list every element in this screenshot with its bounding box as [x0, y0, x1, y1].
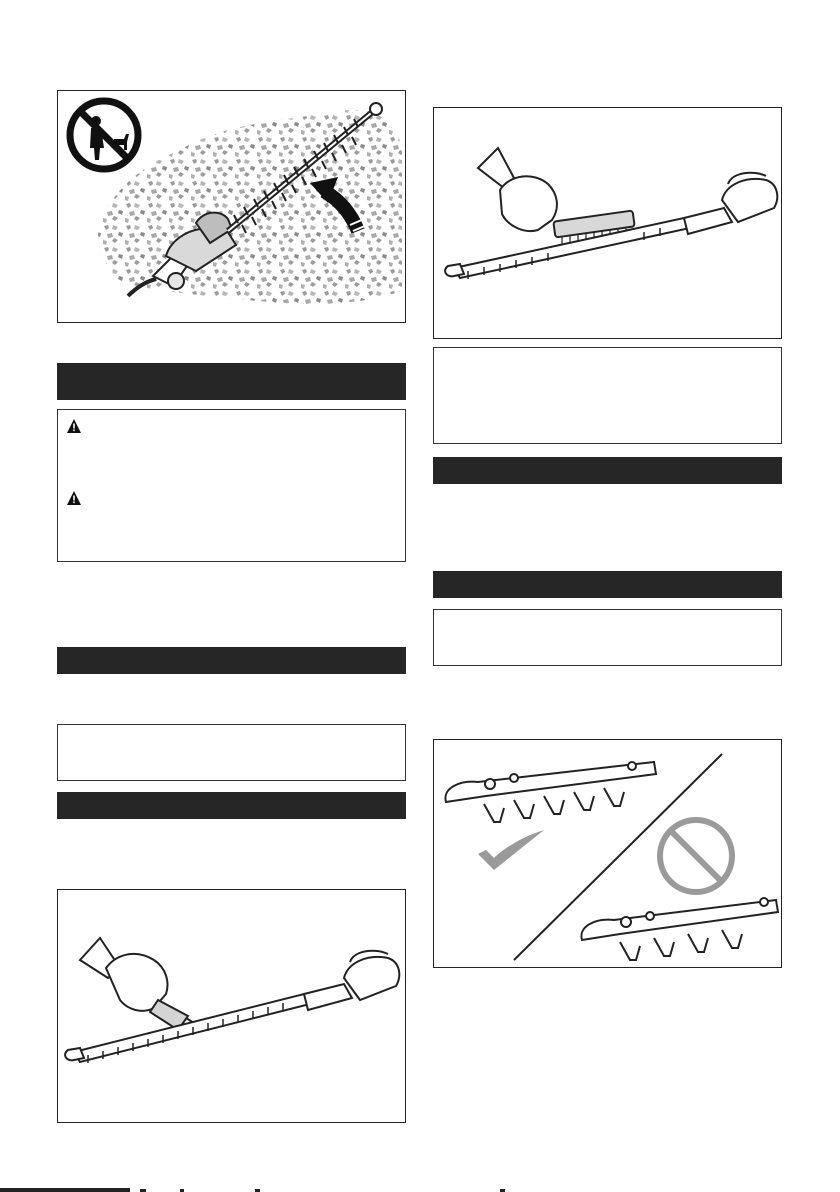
- brush-cleaning-blade-icon: [478, 148, 635, 244]
- page-bottom-edge: [0, 1188, 840, 1192]
- warning-triangle-icon: [66, 418, 82, 434]
- prohibition-icon: [660, 820, 732, 892]
- section-heading-bar-5: [433, 571, 782, 598]
- section-heading-bar-1: [57, 363, 406, 400]
- oil-can-lubrication-icon: [80, 938, 202, 1030]
- checkmark-icon: [478, 830, 544, 870]
- no-bystanders-prohibition-icon: [70, 101, 138, 169]
- figure-blade-cleaning: [433, 107, 782, 339]
- note-box-right-1: [433, 347, 782, 444]
- warning-triangle-icon: [66, 490, 82, 506]
- note-box-left: [57, 724, 406, 781]
- section-heading-bar-2: [57, 647, 406, 674]
- figure-blade-lubrication: [57, 889, 406, 1123]
- figure-hedge-trimming: [57, 90, 406, 323]
- section-heading-bar-4: [433, 457, 782, 484]
- section-heading-bar-3: [57, 792, 406, 819]
- warning-box: [57, 409, 406, 562]
- note-box-right-2: [433, 609, 782, 666]
- figure-blade-correct-vs-incorrect: [433, 739, 782, 968]
